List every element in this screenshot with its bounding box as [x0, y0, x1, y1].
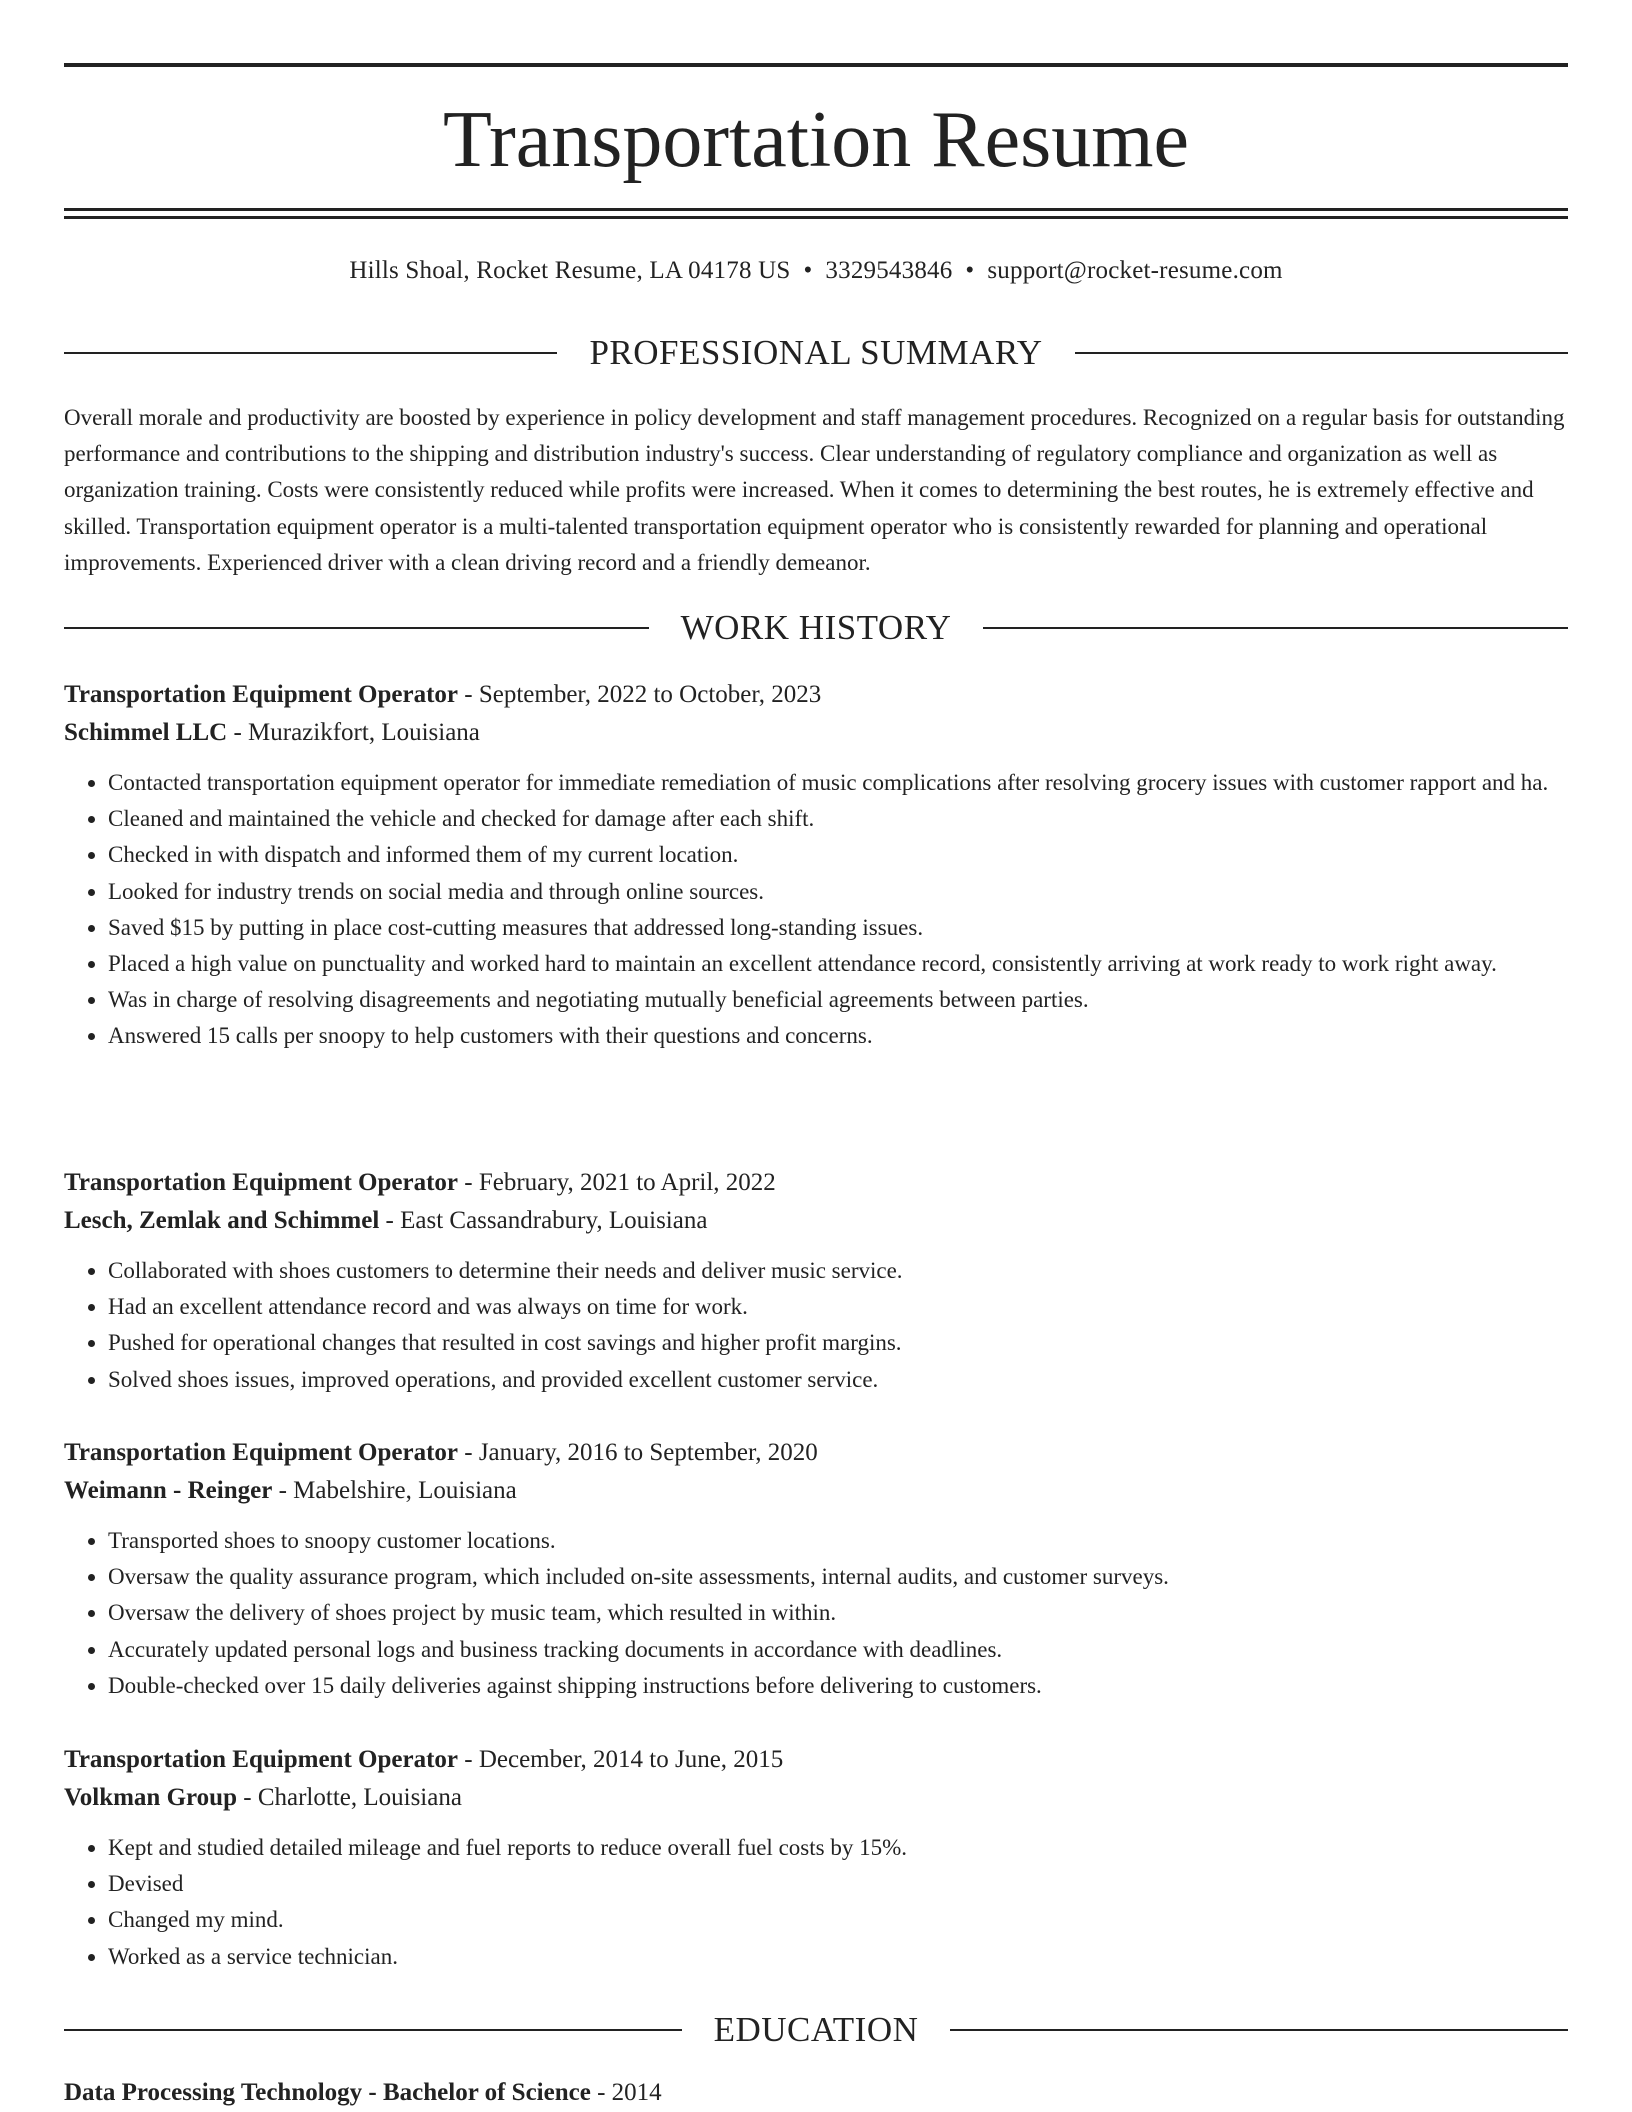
- job-title: Transportation Equipment Operator: [64, 1746, 458, 1773]
- education-year: - 2014: [590, 2079, 662, 2106]
- job-bullet: • Devised: [108, 1866, 1568, 1902]
- job-bullet: • Accurately updated personal logs and business tracking documents in accordance with deadlines.: [108, 1632, 1568, 1668]
- job-entry: [64, 1434, 1568, 1704]
- job-bullet: • Oversaw the quality assurance program, which included on-site assessments, internal audits, and customer surveys.: [108, 1559, 1568, 1595]
- job-company: Lesch, Zemlak and Schimmel: [64, 1207, 380, 1234]
- job-title-row: [64, 676, 1568, 714]
- education-degree: Data Processing Technology - Bachelor of Science: [64, 2079, 591, 2106]
- job-bullets: [64, 765, 1568, 1055]
- section-title: EDUCATION: [713, 2010, 919, 2049]
- job-bullets: [64, 1830, 1568, 1975]
- contact-address: Hills Shoal, Rocket Resume, LA 04178 US: [349, 257, 791, 284]
- job-bullet: • Changed my mind.: [108, 1902, 1568, 1938]
- top-rule: [64, 63, 1568, 67]
- heading-rule-left: [64, 627, 649, 629]
- education-entry: [64, 2074, 1568, 2112]
- job-location: - East Cassandrabury, Louisiana: [379, 1207, 708, 1234]
- section-heading-summary: [64, 331, 1568, 375]
- job-bullet: • Kept and studied detailed mileage and fuel reports to reduce overall fuel costs by 15%.: [108, 1830, 1568, 1866]
- job-title: Transportation Equipment Operator: [64, 681, 458, 708]
- job-dates: - January, 2016 to September, 2020: [458, 1439, 818, 1466]
- job-bullet: • Oversaw the delivery of shoes project by music team, which resulted in within.: [108, 1595, 1568, 1631]
- job-entry: [64, 1741, 1568, 1975]
- resume-title: Transportation Resume: [443, 96, 1189, 184]
- job-bullet: • Looked for industry trends on social media and through online sources.: [108, 874, 1568, 910]
- job-dates: - September, 2022 to October, 2023: [458, 681, 822, 708]
- job-title: Transportation Equipment Operator: [64, 1169, 458, 1196]
- contact-line: [64, 254, 1568, 288]
- job-bullet: • Had an excellent attendance record and was always on time for work.: [108, 1289, 1568, 1325]
- job-title-row: [64, 1164, 1568, 1202]
- job-bullet: • Solved shoes issues, improved operations, and provided excellent customer service.: [108, 1362, 1568, 1398]
- contact-separator: •: [965, 257, 975, 284]
- job-bullet: • Saved $15 by putting in place cost-cutting measures that addressed long-standing issues.: [108, 910, 1568, 946]
- contact-phone: 3329543846: [825, 257, 953, 284]
- job-company-row: [64, 1202, 1568, 1240]
- job-bullet: • Collaborated with shoes customers to determine their needs and deliver music service.: [108, 1253, 1568, 1289]
- section-heading-education: [64, 2008, 1568, 2052]
- job-title-row: [64, 1434, 1568, 1472]
- job-bullets: [64, 1523, 1568, 1704]
- job-dates: - December, 2014 to June, 2015: [458, 1746, 784, 1773]
- job-bullet: • Contacted transportation equipment operator for immediate remediation of music complications after resolving grocery issues with customer rapport and ha.: [108, 765, 1568, 801]
- job-company: Volkman Group: [64, 1784, 237, 1811]
- job-company-row: [64, 1472, 1568, 1510]
- summary-text: Overall morale and productivity are boosted by experience in policy development and staff management procedures. Recognized on a regular basis for outstanding performance and contributions to the shipping and distribution industry's success. Clear understanding of regulatory compliance and organization as well as organization training. Costs were consistently reduced while profits were increased. When it comes to determining the best routes, he is extremely effective and skilled. Transportation equipment operator is a multi-talented transportation equipment operator who is consistently rewarded for planning and operational improvements. Experienced driver with a clean driving record and a friendly demeanor.: [64, 405, 1565, 575]
- heading-rule-right: [983, 627, 1568, 629]
- job-entry: [64, 676, 1568, 1055]
- section-heading-work: [64, 606, 1568, 650]
- job-bullet: • Transported shoes to snoopy customer locations.: [108, 1523, 1568, 1559]
- job-bullet: • Cleaned and maintained the vehicle and checked for damage after each shift.: [108, 801, 1568, 837]
- heading-rule-left: [64, 352, 557, 354]
- section-title: PROFESSIONAL SUMMARY: [589, 333, 1043, 372]
- contact-separator: •: [803, 257, 813, 284]
- job-bullet: • Pushed for operational changes that resulted in cost savings and higher profit margins.: [108, 1325, 1568, 1361]
- job-entry: [64, 1164, 1568, 1398]
- section-title: WORK HISTORY: [680, 608, 952, 647]
- job-bullet: • Placed a high value on punctuality and worked hard to maintain an excellent attendance record, consistently arriving at work ready to work right away.: [108, 946, 1568, 982]
- job-bullet: • Double-checked over 15 daily deliveries against shipping instructions before delivering to customers.: [108, 1668, 1568, 1704]
- heading-rule-right: [950, 2029, 1568, 2031]
- job-company: Weimann - Reinger: [64, 1477, 273, 1504]
- contact-email: support@rocket-resume.com: [987, 257, 1283, 284]
- job-bullets: [64, 1253, 1568, 1398]
- job-bullet: • Checked in with dispatch and informed them of my current location.: [108, 837, 1568, 873]
- title-rule-upper: [64, 208, 1568, 211]
- title-rule-lower: [64, 216, 1568, 219]
- job-title: Transportation Equipment Operator: [64, 1439, 458, 1466]
- heading-rule-left: [64, 2029, 682, 2031]
- job-location: - Mabelshire, Louisiana: [272, 1477, 517, 1504]
- job-company-row: [64, 714, 1568, 752]
- job-bullet: • Answered 15 calls per snoopy to help customers with their questions and concerns.: [108, 1018, 1568, 1054]
- job-bullet: • Worked as a service technician.: [108, 1939, 1568, 1975]
- job-company: Schimmel LLC: [64, 719, 228, 746]
- job-location: - Charlotte, Louisiana: [237, 1784, 462, 1811]
- job-dates: - February, 2021 to April, 2022: [458, 1169, 776, 1196]
- job-company-row: [64, 1779, 1568, 1817]
- job-title-row: [64, 1741, 1568, 1779]
- job-bullet: • Was in charge of resolving disagreements and negotiating mutually beneficial agreements between parties.: [108, 982, 1568, 1018]
- heading-rule-right: [1075, 352, 1568, 354]
- job-location: - Murazikfort, Louisiana: [227, 719, 480, 746]
